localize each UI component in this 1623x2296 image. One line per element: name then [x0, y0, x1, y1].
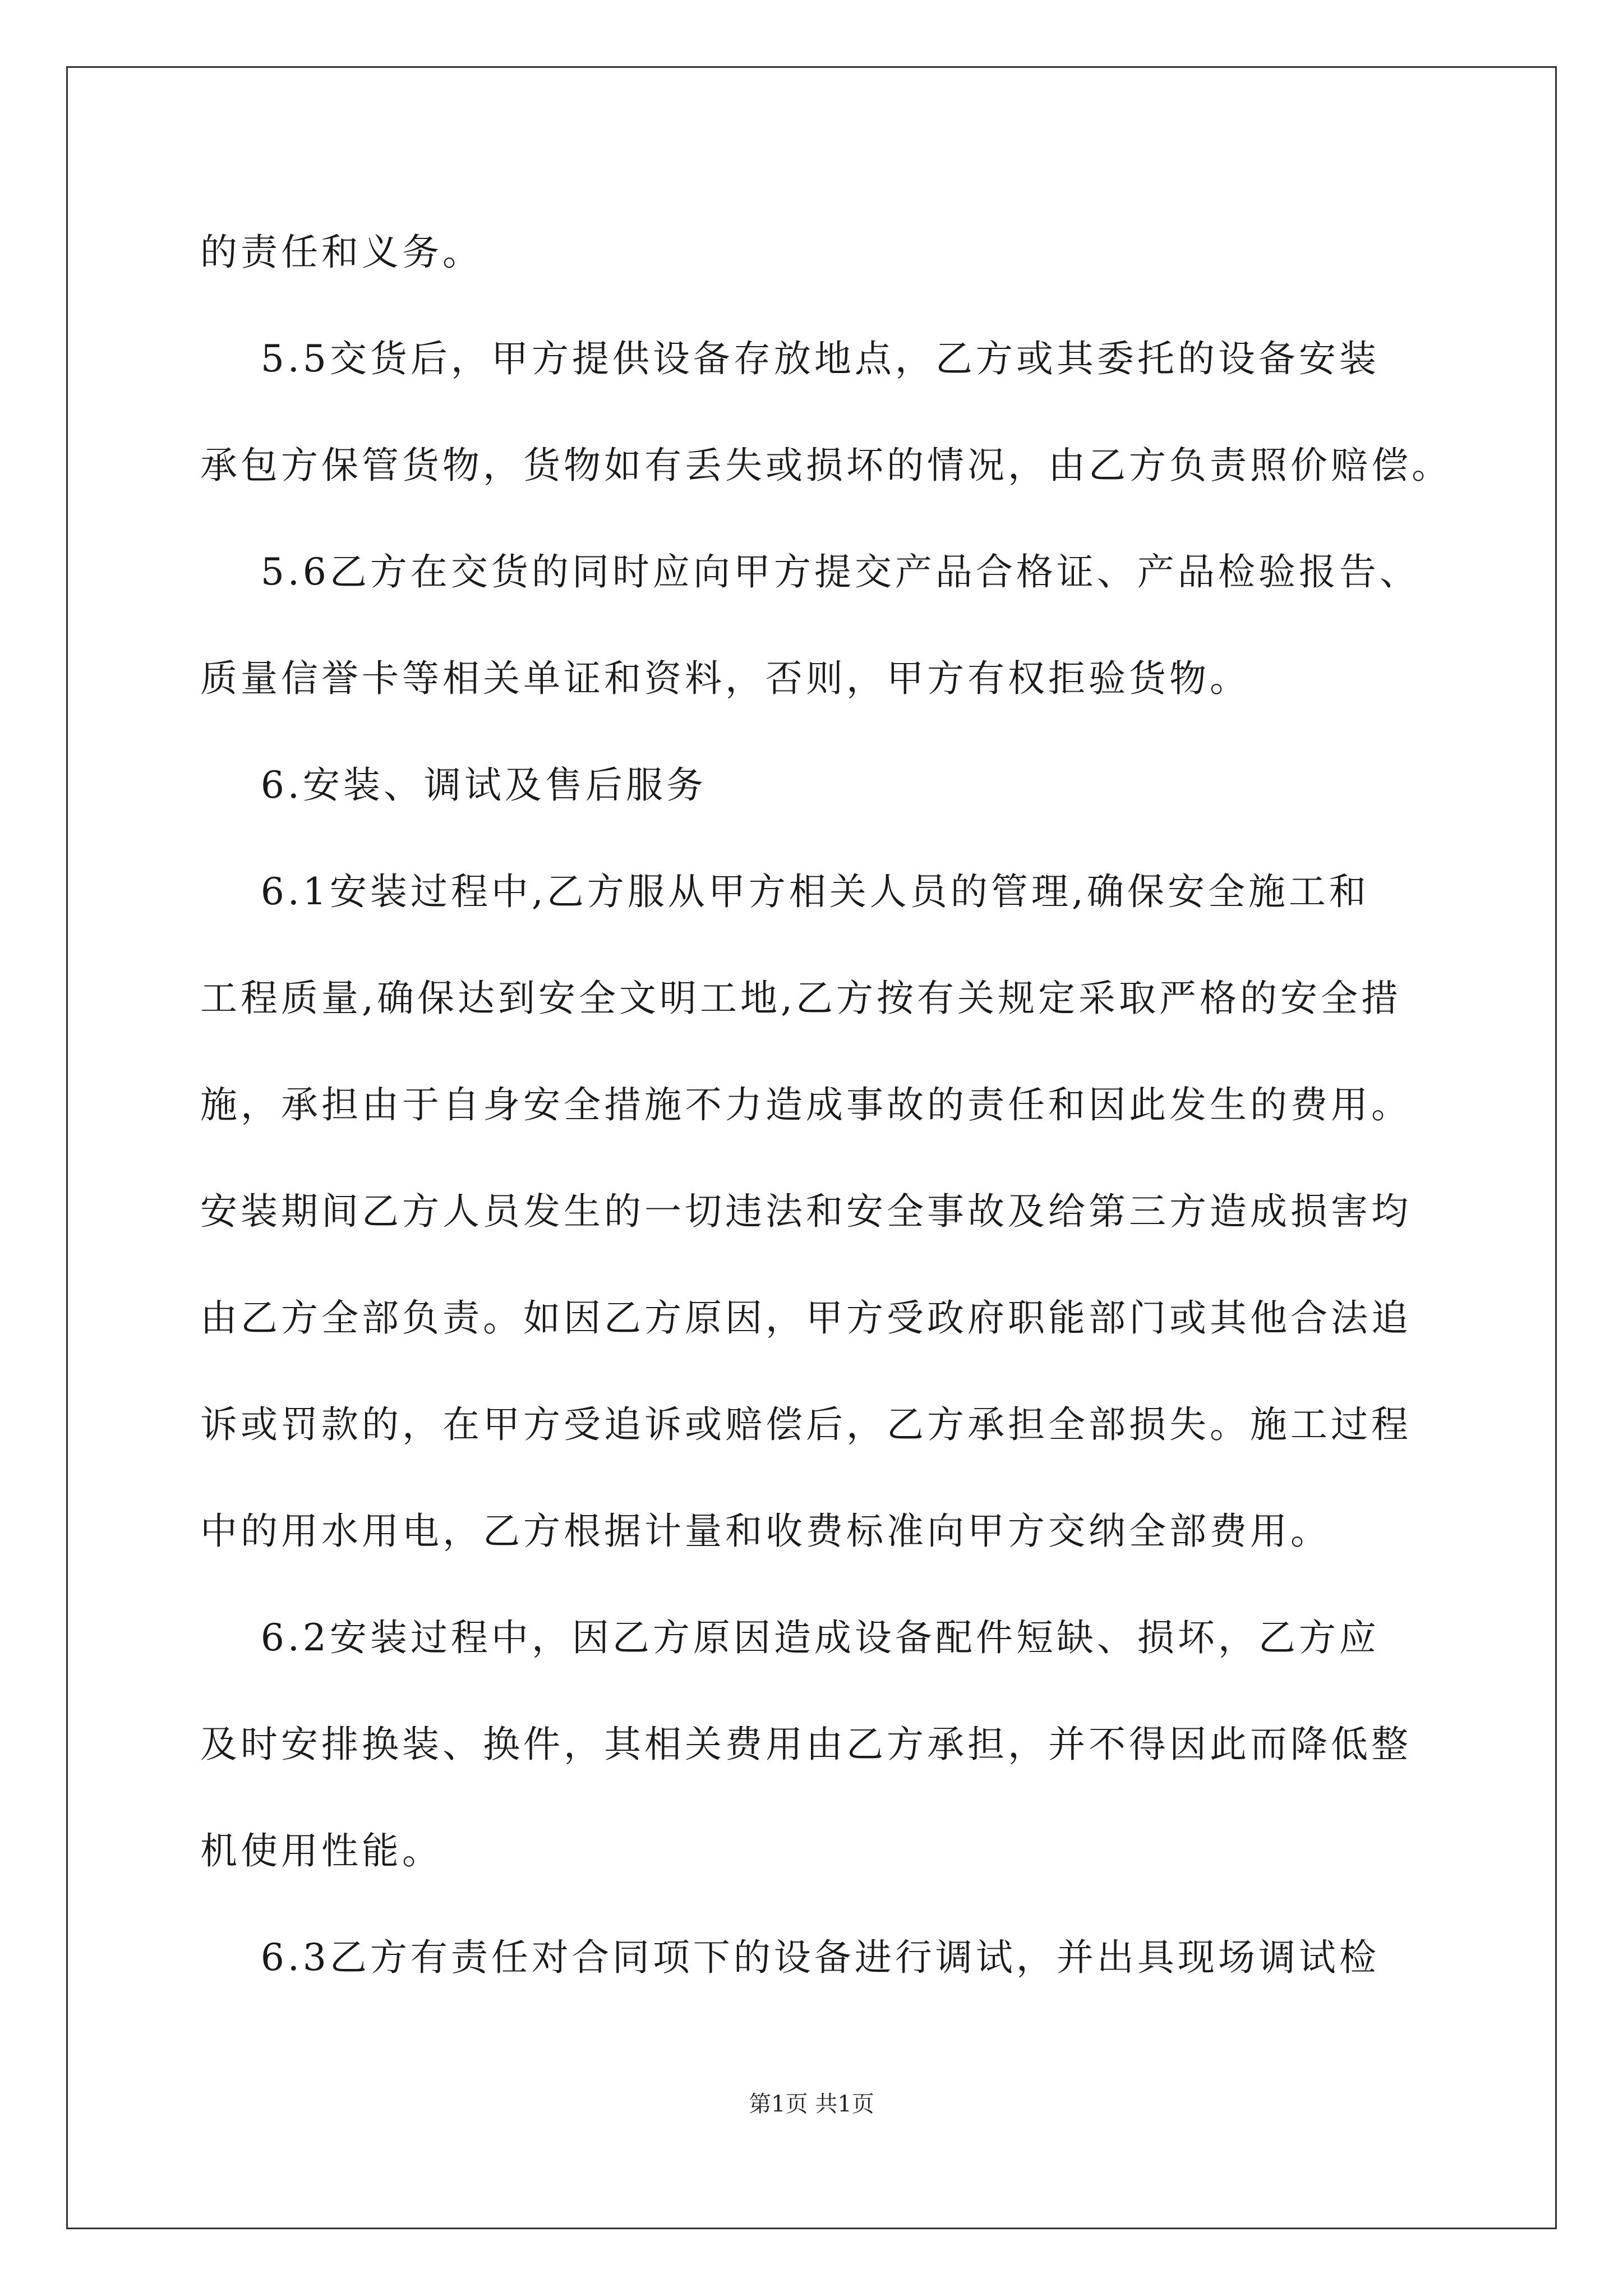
text-line: 中的用水用电，乙方根据计量和收费标准向甲方交纳全部费用。 [200, 1510, 1331, 1553]
text-line: 5.5交货后，甲方提供设备存放地点，乙方或其委托的设备安装 [200, 337, 1380, 380]
text-line: 6.3乙方有责任对合同项下的设备进行调试，并出具现场调试检 [200, 1936, 1380, 1979]
text-line: 质量信誉卡等相关单证和资料，否则，甲方有权拒验货物。 [200, 657, 1250, 700]
text-line: 6.2安装过程中，因乙方原因造成设备配件短缺、损坏，乙方应 [200, 1616, 1380, 1659]
text-line: 6.1安装过程中,乙方服从甲方相关人员的管理,确保安全施工和 [200, 870, 1370, 913]
text-line: 安装期间乙方人员发生的一切违法和安全事故及给第三方造成损害均 [200, 1190, 1412, 1233]
text-line: 承包方保管货物，货物如有丢失或损坏的情况，由乙方负责照价赔偿。 [200, 444, 1452, 487]
text-line: 的责任和义务。 [200, 231, 483, 274]
text-line: 机使用性能。 [200, 1829, 442, 1872]
page-footer: 第1页 共1页 [749, 2091, 874, 2117]
page-border [66, 66, 1557, 2229]
text-line: 施，承担由于自身安全措施不力造成事故的责任和因此发生的费用。 [200, 1083, 1412, 1126]
text-line: 诉或罚款的，在甲方受追诉或赔偿后，乙方承担全部损失。施工过程 [200, 1403, 1412, 1446]
section-heading: 6.安装、调试及售后服务 [200, 763, 707, 807]
text-line: 由乙方全部负责。如因乙方原因，甲方受政府职能部门或其他合法追 [200, 1296, 1412, 1340]
text-line: 及时安排换装、换件，其相关费用由乙方承担，并不得因此而降低整 [200, 1723, 1412, 1766]
text-line: 5.6乙方在交货的同时应向甲方提交产品合格证、产品检验报告、 [200, 550, 1420, 593]
text-line: 工程质量,确保达到安全文明工地,乙方按有关规定采取严格的安全措 [200, 977, 1401, 1020]
